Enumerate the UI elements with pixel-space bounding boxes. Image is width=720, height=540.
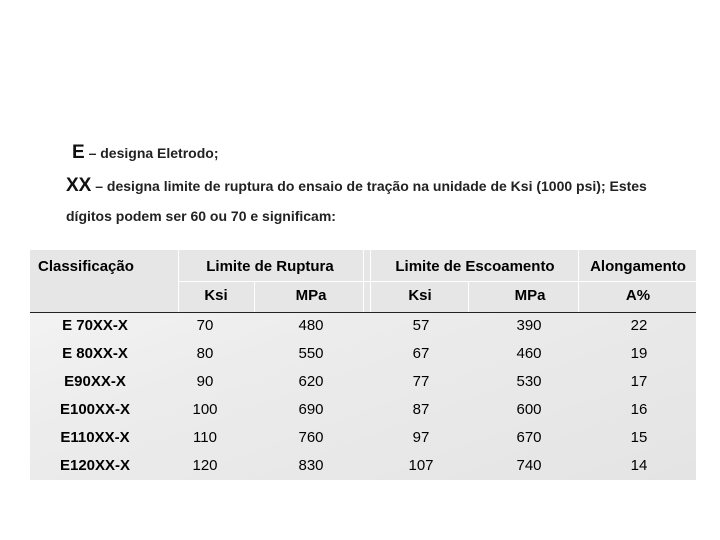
row-label: E110XX-X xyxy=(60,429,130,446)
ruptura-ksi-cell: 70 xyxy=(196,317,214,334)
header-divider xyxy=(30,312,696,313)
alongamento-cell: 19 xyxy=(630,345,648,362)
row-label: E 80XX-X xyxy=(62,345,128,362)
xx-description: – designa limite de ruptura do ensaio de tração na unidade de Ksi (1000 psi); Estes xyxy=(91,178,647,194)
escoamento-mpa-cell: 460 xyxy=(516,345,542,362)
header-escoamento-mpa: MPa xyxy=(514,287,546,304)
electrode-description: – designa Eletrodo; xyxy=(84,145,219,161)
header-ruptura-mpa: MPa xyxy=(295,287,327,304)
header-alongamento-pct: A% xyxy=(625,287,651,304)
header-escoamento-ksi: Ksi xyxy=(408,287,432,304)
escoamento-mpa-cell: 530 xyxy=(516,373,542,390)
letter-e: E xyxy=(72,142,85,163)
intro-line-xx xyxy=(66,175,647,197)
ruptura-mpa-cell: 690 xyxy=(298,401,324,418)
alongamento-cell: 14 xyxy=(630,457,648,474)
ruptura-mpa-cell: 620 xyxy=(298,373,324,390)
row-label: E100XX-X xyxy=(59,401,131,418)
alongamento-cell: 17 xyxy=(630,373,648,390)
electrode-table xyxy=(30,250,696,480)
ruptura-mpa-cell: 550 xyxy=(298,345,324,362)
escoamento-ksi-cell: 67 xyxy=(412,345,430,362)
escoamento-ksi-cell: 87 xyxy=(412,401,430,418)
ruptura-ksi-cell: 110 xyxy=(193,429,217,446)
alongamento-cell: 16 xyxy=(630,401,648,418)
ruptura-ksi-cell: 100 xyxy=(192,401,218,418)
escoamento-mpa-cell: 600 xyxy=(516,401,542,418)
alongamento-cell: 15 xyxy=(630,429,648,446)
intro-line-digits: dígitos podem ser 60 ou 70 e significam: xyxy=(66,208,336,224)
letter-xx: XX xyxy=(66,175,92,196)
ruptura-mpa-cell: 760 xyxy=(298,429,324,446)
escoamento-ksi-cell: 77 xyxy=(412,373,430,390)
ruptura-ksi-cell: 90 xyxy=(196,373,214,390)
escoamento-mpa-cell: 670 xyxy=(516,429,542,446)
escoamento-ksi-cell: 97 xyxy=(412,429,430,446)
escoamento-mpa-cell: 390 xyxy=(516,317,542,334)
header-alongamento: Alongamento xyxy=(590,258,686,275)
header-limite-escoamento: Limite de Escoamento xyxy=(395,258,555,275)
ruptura-ksi-cell: 80 xyxy=(196,345,214,362)
header-ruptura-ksi: Ksi xyxy=(204,287,228,304)
ruptura-ksi-cell: 120 xyxy=(192,457,218,474)
alongamento-cell: 22 xyxy=(630,317,648,334)
header-classificacao: Classificação xyxy=(38,258,134,275)
escoamento-ksi-cell: 57 xyxy=(412,317,430,334)
header-limite-ruptura: Limite de Ruptura xyxy=(206,258,334,275)
escoamento-ksi-cell: 107 xyxy=(408,457,434,474)
row-label: E90XX-X xyxy=(64,373,126,390)
intro-line-electrode xyxy=(72,142,219,164)
row-label: E 70XX-X xyxy=(62,317,128,334)
ruptura-mpa-cell: 830 xyxy=(298,457,324,474)
row-label: E120XX-X xyxy=(59,457,131,474)
escoamento-mpa-cell: 740 xyxy=(516,457,542,474)
ruptura-mpa-cell: 480 xyxy=(298,317,324,334)
